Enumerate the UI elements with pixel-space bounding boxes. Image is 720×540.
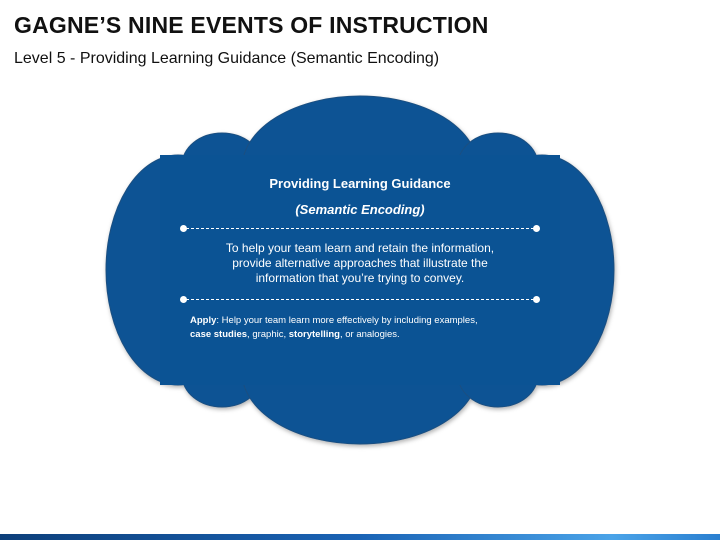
- cloud-heading: Providing Learning Guidance: [269, 176, 451, 191]
- dotted-divider-top: [180, 225, 540, 233]
- body-line: To help your team learn and retain the information,: [225, 241, 495, 255]
- cloud-content: [180, 168, 540, 342]
- cloud-body-text: [200, 241, 520, 286]
- apply-text: Apply: Help your team learn more effectively by including examples, case studies, graphic, storytelling, or analogies.: [190, 315, 478, 340]
- slide-subtitle: Level 5 - Providing Learning Guidance (Semantic Encoding): [14, 50, 440, 67]
- apply-label: Apply: [190, 315, 217, 326]
- footer-bar: [0, 534, 720, 540]
- divider-dot-icon: [533, 225, 540, 232]
- body-line: information that you’re trying to convey.: [255, 271, 465, 285]
- body-line: provide alternative approaches that illustrate the: [232, 256, 488, 270]
- cloud-subheading: (Semantic Encoding): [295, 202, 425, 217]
- dotted-divider-bottom: [180, 296, 540, 304]
- divider-dot-icon: [533, 296, 540, 303]
- slide-title: GAGNE’S NINE EVENTS OF INSTRUCTION: [14, 12, 489, 38]
